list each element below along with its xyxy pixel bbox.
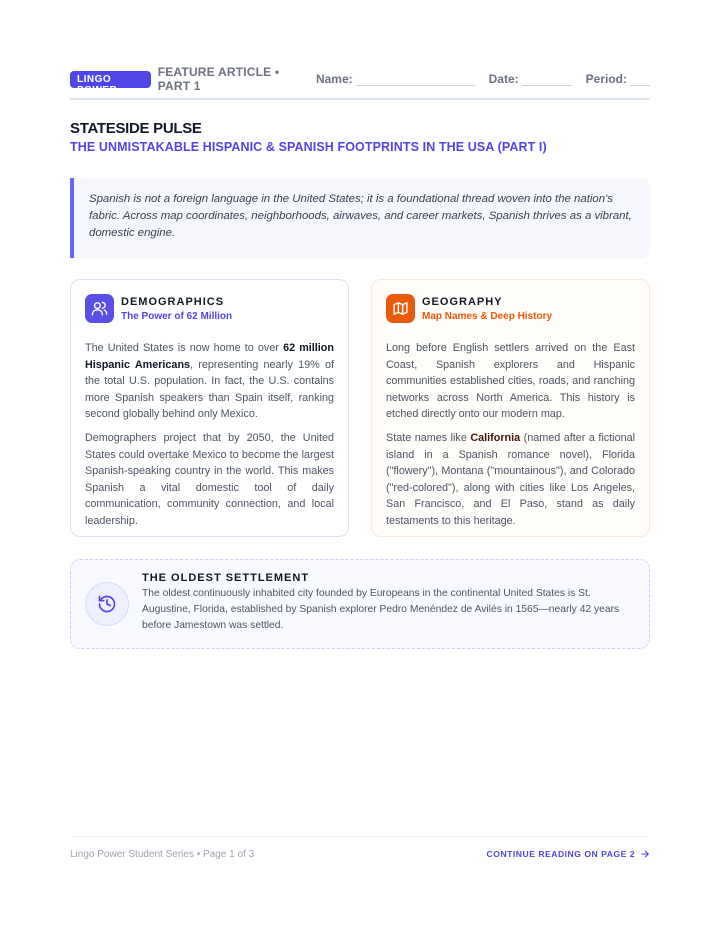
name-field[interactable] bbox=[316, 72, 475, 86]
name-line[interactable] bbox=[356, 74, 475, 86]
page-title: STATESIDE PULSE bbox=[70, 120, 202, 137]
demographics-paragraph-2: Demographers project that by 2050, the United States could overtake Mexico to become the largest Spanish-speaking country in the world. This makes Spanish a vital domestic tool of daily communication, community connection, and local leadership. bbox=[85, 431, 334, 527]
continue-reading-label: CONTINUE READING ON PAGE 2 bbox=[486, 849, 635, 859]
geography-body bbox=[386, 340, 635, 530]
date-field[interactable] bbox=[489, 72, 572, 86]
oldest-settlement-callout bbox=[70, 559, 650, 649]
oldest-settlement-title: THE OLDEST SETTLEMENT bbox=[142, 572, 310, 584]
map-icon bbox=[386, 294, 415, 323]
feature-label: FEATURE ARTICLE • PART 1 bbox=[157, 65, 280, 93]
geography-subtitle: Map Names & Deep History bbox=[422, 311, 553, 322]
users-icon bbox=[85, 294, 114, 323]
demographics-paragraph-1: The United States is now home to over 62 million Hispanic Americans, representing nearly 19% of the total U.S. population. In fact, the U.S. contains more Spanish speakers than Spain itself, ranking second globally behind only Mexico. bbox=[85, 342, 334, 421]
geography-paragraph-1: Long before English settlers arrived on the East Coast, Spanish explorers and Hispanic communities established cities, roads, and ranching networks across North America. This history is etched directly onto our modern map. bbox=[386, 342, 635, 421]
period-line[interactable] bbox=[630, 74, 650, 86]
name-label: Name: bbox=[315, 72, 353, 86]
demographics-body bbox=[85, 340, 334, 530]
geography-card bbox=[371, 279, 650, 537]
student-fields bbox=[302, 72, 650, 86]
footer-divider bbox=[70, 836, 650, 837]
continue-reading-link[interactable] bbox=[487, 849, 650, 859]
worksheet-page bbox=[70, 0, 650, 932]
geography-title: GEOGRAPHY bbox=[422, 296, 503, 308]
period-field[interactable] bbox=[586, 72, 650, 86]
footer-series-label: Lingo Power Student Series • Page 1 of 3 bbox=[70, 849, 255, 860]
highlight-62-million: 62 million Hispanic Americans bbox=[85, 342, 334, 371]
date-line[interactable] bbox=[522, 74, 572, 86]
page-header bbox=[70, 65, 650, 96]
brand-badge: LINGO POWER bbox=[70, 71, 151, 88]
arrow-right-icon bbox=[640, 849, 650, 859]
oldest-settlement-text: The oldest continuously inhabited city founded by Europeans in the continental United States is St. Augustine, Florida, established by Spanish explorer Pedro Menéndez de Avilés in 1565—nearly 42 years before Jamestown was settled. bbox=[142, 588, 620, 631]
page-subtitle: THE UNMISTAKABLE HISPANIC & SPANISH FOOTPRINTS IN THE USA (PART I) bbox=[70, 140, 547, 154]
highlight-california: California bbox=[470, 431, 521, 444]
demographics-subtitle: The Power of 62 Million bbox=[121, 311, 233, 322]
demographics-title: DEMOGRAPHICS bbox=[121, 296, 225, 308]
intro-quote: Spanish is not a foreign language in the United States; it is a foundational thread woven into the nation's fabric. Across map coordinates, neighborhoods, airwaves, and career markets, Spanish thrives as a vibrant, domestic engine. bbox=[70, 178, 650, 258]
period-label: Period: bbox=[585, 72, 627, 86]
date-label: Date: bbox=[488, 72, 519, 86]
history-icon bbox=[85, 582, 129, 626]
geography-paragraph-2: State names like California (named after a fictional island in a Spanish romance novel), Florida ("flowery"), Montana ("mountainous"), and Colorado ("red-colored"), along with cities like Los Angeles, San Francisco, and El Paso, stand as daily testaments to this heritage. bbox=[386, 431, 635, 527]
header-divider bbox=[70, 98, 650, 100]
demographics-card bbox=[70, 279, 349, 537]
